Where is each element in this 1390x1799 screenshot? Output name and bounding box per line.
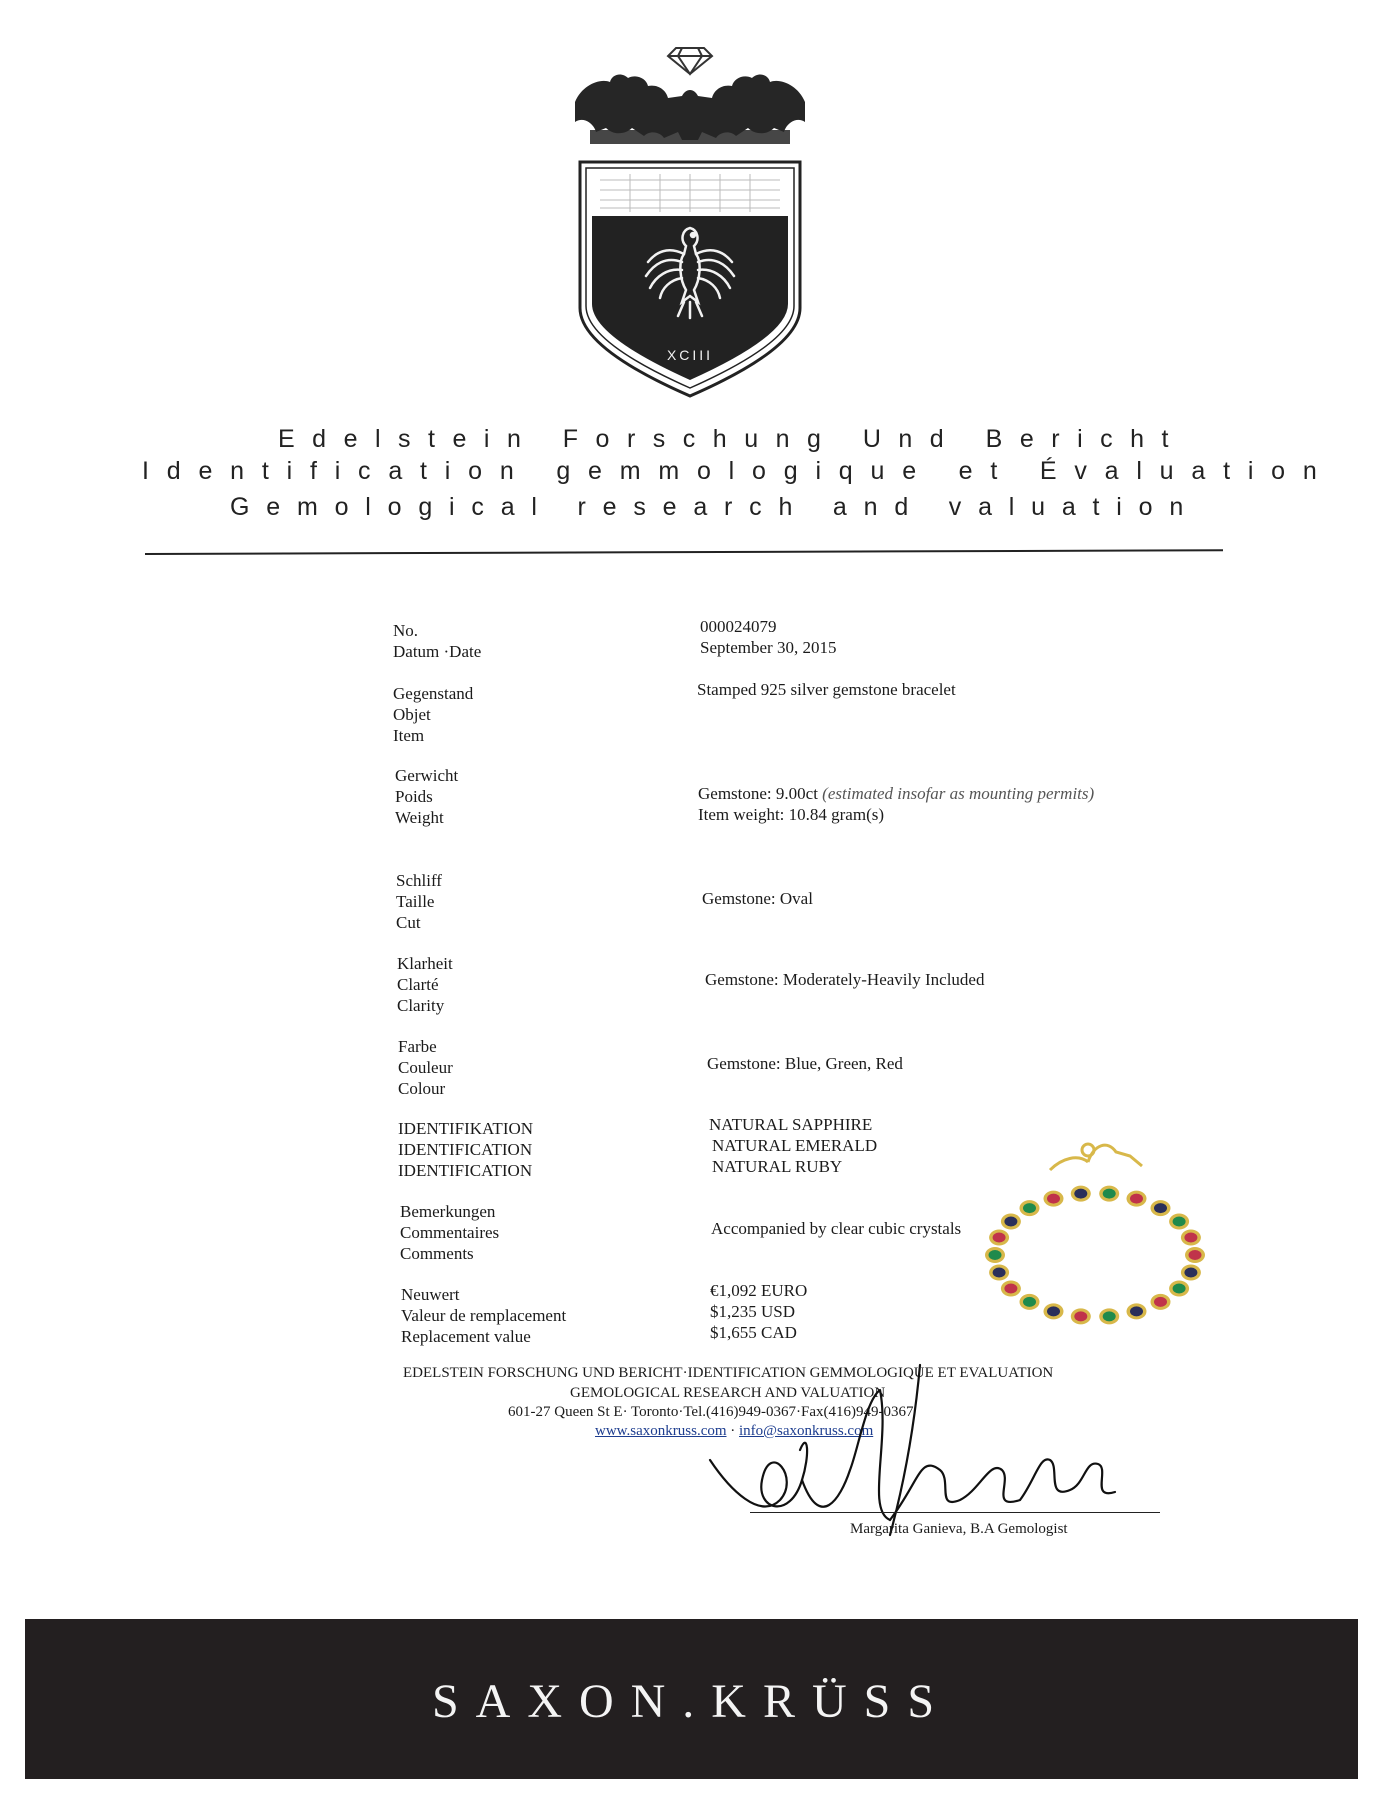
title-german: Edelstein Forschung Und Bericht: [278, 425, 1186, 453]
signature-line: [750, 1512, 1160, 1513]
gemstone-weight-value: Gemstone: 9.00ct: [698, 784, 818, 803]
replacement-usd: $1,235 USD: [710, 1302, 796, 1321]
footer-address-line: 601-27 Queen St E· Toronto·Tel.(416)949-0367·Fax(416)949-0367: [508, 1404, 914, 1420]
identification-ruby: NATURAL RUBY: [712, 1157, 843, 1176]
gemstone: [1189, 1250, 1202, 1260]
gemstone: [1004, 1217, 1017, 1227]
gemstone: [1047, 1194, 1060, 1204]
identification-label-en: IDENTIFICATION: [398, 1161, 533, 1180]
replacement-label-en: Replacement value: [401, 1327, 531, 1346]
diamond-icon: [668, 48, 712, 74]
title-english: Gemological research and valuation: [230, 493, 1201, 521]
title-french: Identification gemmologique et Évaluation: [142, 457, 1335, 485]
comments-label-en: Comments: [400, 1244, 474, 1263]
weight-label-fr: Poids: [395, 787, 433, 806]
brand-name: SAXON.KRÜSS: [431, 1675, 952, 1728]
email-link[interactable]: info@saxonkruss.com: [739, 1423, 874, 1439]
header-divider: [145, 549, 1223, 555]
item-value: Stamped 925 silver gemstone bracelet: [697, 680, 956, 699]
gemstone: [1103, 1311, 1116, 1321]
website-link[interactable]: www.saxonkruss.com: [595, 1423, 727, 1439]
footer-company-line: EDELSTEIN FORSCHUNG UND BERICHT·IDENTIFICATION GEMMOLOGIQUE ET EVALUATION: [403, 1365, 1054, 1381]
identification-label-de: IDENTIFIKATION: [398, 1119, 534, 1138]
identification-values: [709, 1114, 877, 1177]
item-label-en: Item: [393, 726, 425, 745]
cut-label-de: Schliff: [396, 871, 442, 890]
bracelet-stones: [985, 1186, 1205, 1325]
gemstone: [989, 1250, 1002, 1260]
replacement-euro: €1,092 EURO: [710, 1281, 808, 1300]
cut-labels: [396, 870, 442, 933]
bracelet-clasp: [1050, 1144, 1142, 1170]
weight-label-en: Weight: [395, 808, 444, 827]
clarity-value: Gemstone: Moderately-Heavily Included: [705, 970, 985, 989]
bracelet-photo: [970, 1130, 1230, 1340]
gemstone-weight: [698, 783, 1094, 804]
gemstone: [1173, 1217, 1186, 1227]
item-labels: [393, 683, 473, 746]
clarity-label-fr: Clarté: [397, 975, 439, 994]
clarity-label-de: Klarheit: [397, 954, 453, 973]
gemstone: [1103, 1189, 1116, 1199]
crest-emblem: [570, 40, 810, 405]
gemstone: [993, 1268, 1006, 1278]
gemstone: [1074, 1189, 1087, 1199]
clarity-label-en: Clarity: [397, 996, 445, 1015]
gemstone: [993, 1233, 1006, 1243]
gemstone: [1074, 1311, 1087, 1321]
item-label-de: Gegenstand: [393, 684, 474, 703]
weight-label-de: Gerwicht: [395, 766, 459, 785]
cut-label-fr: Taille: [396, 892, 435, 911]
gemstone: [1047, 1306, 1060, 1316]
number-label: No.: [393, 621, 419, 640]
date-value: September 30, 2015: [700, 638, 837, 657]
identification-labels: [398, 1118, 533, 1181]
gemstone: [1130, 1306, 1143, 1316]
identification-label-fr: IDENTIFICATION: [398, 1140, 533, 1159]
colour-value: Gemstone: Blue, Green, Red: [707, 1054, 903, 1073]
cut-label-en: Cut: [396, 913, 421, 932]
gemstone: [1154, 1203, 1167, 1213]
replacement-label-fr: Valeur de remplacement: [401, 1306, 567, 1325]
replacement-cad: $1,655 CAD: [710, 1323, 797, 1342]
colour-label-de: Farbe: [398, 1037, 437, 1056]
colour-label-en: Colour: [398, 1079, 446, 1098]
gemstone: [1023, 1203, 1036, 1213]
item-weight-value: Item weight: 10.84 gram(s): [698, 805, 885, 824]
gemstone: [1184, 1268, 1197, 1278]
footer-research-line: GEMOLOGICAL RESEARCH AND VALUATION: [570, 1385, 886, 1401]
comments-label-fr: Commentaires: [400, 1223, 500, 1242]
item-label-fr: Objet: [393, 705, 431, 724]
weight-labels: [395, 765, 458, 828]
crest-numeral: XCIII: [666, 347, 714, 363]
comments-value: Accompanied by clear cubic crystals: [711, 1219, 962, 1238]
gemstone: [1154, 1297, 1167, 1307]
colour-label-fr: Couleur: [398, 1058, 453, 1077]
gemstone: [1023, 1297, 1036, 1307]
griffins-ornament: [575, 75, 805, 144]
replacement-label-de: Neuwert: [401, 1285, 460, 1304]
identification-sapphire: NATURAL SAPPHIRE: [709, 1115, 873, 1134]
comments-label-de: Bemerkungen: [400, 1202, 496, 1221]
gemstone: [1130, 1194, 1143, 1204]
link-separator: ·: [730, 1423, 736, 1439]
replacement-values: [710, 1280, 807, 1343]
comments-labels: [400, 1201, 499, 1264]
number-value: 000024079: [700, 617, 777, 636]
colour-labels: [398, 1036, 453, 1099]
brand-banner: [25, 1619, 1358, 1779]
date-label: Datum ·Date: [393, 642, 482, 661]
signatory-name: Margarita Ganieva, B.A Gemologist: [850, 1521, 1068, 1537]
gemstone: [1173, 1284, 1186, 1294]
clarity-labels: [397, 953, 453, 1016]
cut-value: Gemstone: Oval: [702, 889, 813, 908]
replacement-labels: [401, 1284, 566, 1347]
gemstone: [1184, 1233, 1197, 1243]
gemstone: [1004, 1284, 1017, 1294]
gemstone-weight-note: (estimated insofar as mounting permits): [822, 784, 1095, 803]
identification-emerald: NATURAL EMERALD: [712, 1136, 878, 1155]
